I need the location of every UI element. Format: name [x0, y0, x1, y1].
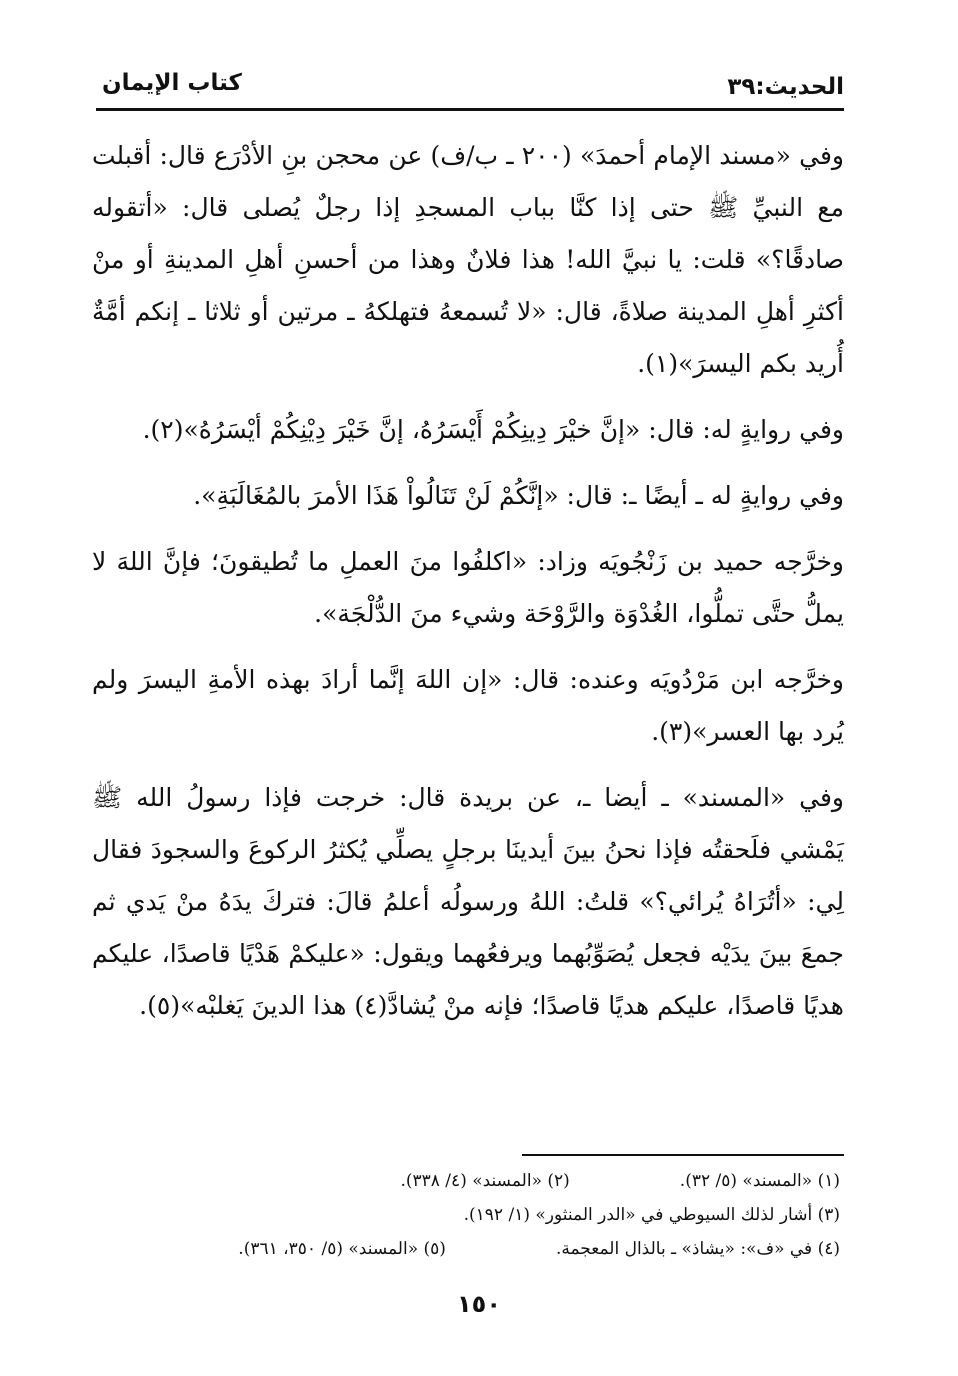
paragraph: وفي روايةٍ له: قال: «إنَّ خيْرَ دِينِكُمْ أَيْسَرُهُ، إنَّ خَيْرَ دِيْنِكُمْ أيْسَرُهُ»(٢).	[142, 415, 844, 444]
paragraph: وفي روايةٍ له ـ أيضًا ـ: قال: «إنَّكُمْ لَنْ تَنَالُواْ هَذَا الأمرَ بالمُغَالَبَةِ».	[193, 481, 844, 510]
paragraph: وخرَّجه حميد بن زَنْجُويَه وزاد: «اكلفُوا منَ العملِ ما تُطيقونَ؛ فإنَّ اللهَ لا يملُّ حتَّى تملُّوا، الغُدْوَة والرَّوْحَة وشيء منَ الدُّلْجَة».	[92, 547, 844, 628]
paragraph: وفي «المسند» ـ أيضا ـ، عن بريدة قال: خرجت فإذا رسولُ الله ﷺ يَمْشي فلَحقتُه فإذا نحنُ بينَ أيدينَا برجلٍ يصلِّي يُكثرُ الركوعَ والسجودَ فقال لِي: «أتُرَاهُ يُرائي؟» قلتُ: اللهُ ورسولُه أعلمُ قالَ: فتركَ يدَهُ منْ يَدي ثم جمعَ بينَ يدَيْه فجعل يُصَوِّبُهما ويرفعُهما ويقول: «عليكمْ هَدْيًا قاصدًا، عليكم هديًا قاصدًا، عليكم هديًا قاصدًا؛ فإنه منْ يُشادَّ(٤) هذا الدينَ يَغلبْه»(٥).	[92, 783, 844, 1020]
paragraph: وفي «مسند الإمام أحمدَ» (٢٠٠ ـ ب/ف) عن محجن بنِ الأدْرَع قال: أقبلت مع النبيِّ ﷺ حتى إذا كنَّا بباب المسجدِ إذا رجلٌ يُصلى قال: «أتقوله صادقًا؟» قلت: يا نبيَّ الله! هذا فلانٌ وهذا من أحسنِ أهلِ المدينةِ أو منْ أكثرِ أهلِ المدينة صلاةً، قال: «لا تُسمعهُ فتهلكهُ ـ مرتين أو ثلاثا ـ إنكم أمَّةٌ أُريد بكم اليسرَ»(١).	[92, 141, 844, 378]
running-header	[96, 66, 844, 111]
hadith-number: الحديث:٣٩	[727, 74, 844, 100]
footnote-row	[150, 1164, 840, 1198]
main-text	[92, 130, 844, 1046]
page-number: ١٥٠	[457, 1290, 501, 1318]
footnote: (٤) في «ف»: «يشاذ» ـ بالذال المعجمة.	[555, 1239, 840, 1259]
footnote: (٥) «المسند» (٥/ ٣٥٠، ٣٦١).	[238, 1239, 446, 1259]
footnote-row	[150, 1198, 840, 1232]
book-title: كتاب الإيمان	[102, 70, 242, 96]
footnotes	[150, 1164, 840, 1266]
footnote-divider	[522, 1154, 844, 1156]
footnote: (٣) أشار لذلك السيوطي في «الدر المنثور» (١/ ١٩٢).	[463, 1205, 840, 1225]
footnote: (٢) «المسند» (٤/ ٣٣٨).	[400, 1171, 570, 1191]
paragraph: وخرَّجه ابن مَرْدُويَه وعنده: قال: «إن اللهَ إنَّما أرادَ بهذه الأمةِ اليسرَ ولم يُرد بها العسر»(٣).	[92, 665, 844, 746]
footnote: (١) «المسند» (٥/ ٣٢).	[679, 1171, 840, 1191]
footnote-row	[150, 1232, 840, 1266]
